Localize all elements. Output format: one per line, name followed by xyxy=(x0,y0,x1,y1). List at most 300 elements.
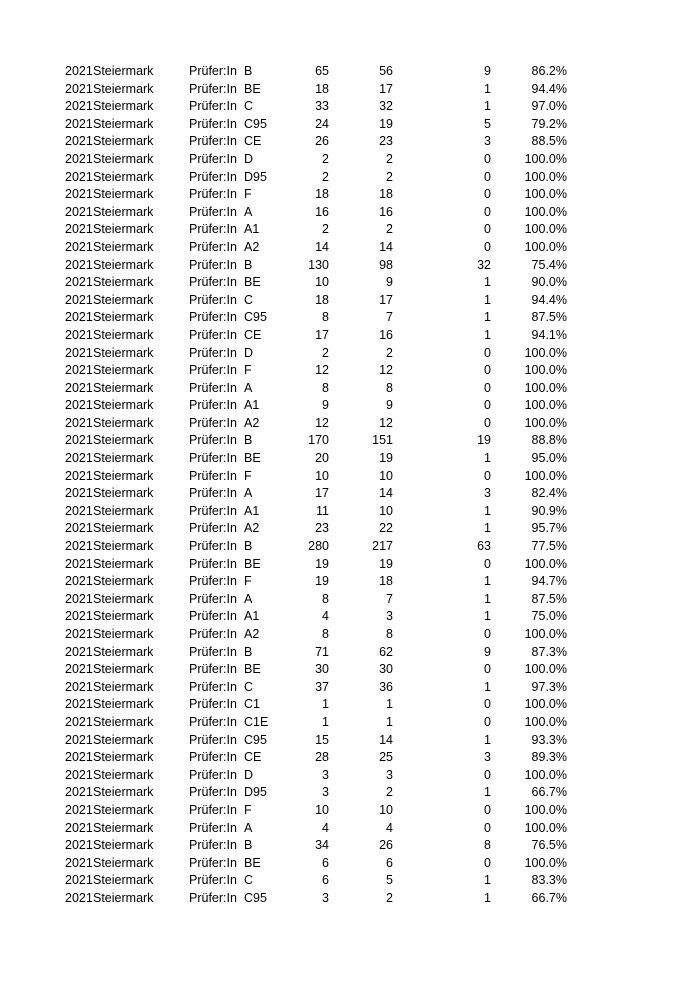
total-cell: 71 xyxy=(315,644,329,659)
passed-cell: 3 xyxy=(386,767,393,782)
table-row xyxy=(0,151,700,169)
total-cell: 8 xyxy=(322,310,329,325)
pass-rate-cell: 100.0% xyxy=(524,697,567,712)
license-class-cell: A1 xyxy=(244,503,260,518)
passed-cell: 9 xyxy=(386,398,393,413)
year-cell: 2021 xyxy=(65,767,93,782)
table-row xyxy=(0,274,700,292)
license-class-cell: F xyxy=(244,468,252,483)
region-cell: Steiermark xyxy=(93,151,154,166)
region-cell: Steiermark xyxy=(93,345,154,360)
passed-cell: 32 xyxy=(379,99,393,114)
failed-cell: 1 xyxy=(484,521,491,536)
role-cell: Prüfer:In xyxy=(189,574,237,589)
region-cell: Steiermark xyxy=(93,433,154,448)
total-cell: 18 xyxy=(315,292,329,307)
license-class-cell: BE xyxy=(244,556,261,571)
total-cell: 11 xyxy=(316,503,329,518)
table-row xyxy=(0,98,700,116)
table-row xyxy=(0,520,700,538)
passed-cell: 36 xyxy=(379,679,393,694)
passed-cell: 12 xyxy=(379,415,393,430)
license-class-cell: BE xyxy=(244,662,261,677)
passed-cell: 16 xyxy=(379,204,393,219)
failed-cell: 1 xyxy=(484,99,491,114)
pass-rate-cell: 94.1% xyxy=(531,327,567,342)
table-row xyxy=(0,820,700,838)
pass-rate-cell: 100.0% xyxy=(524,204,567,219)
failed-cell: 1 xyxy=(484,609,491,624)
license-class-cell: B xyxy=(244,644,253,659)
year-cell: 2021 xyxy=(65,732,93,747)
role-cell: Prüfer:In xyxy=(189,187,237,202)
license-class-cell: D xyxy=(244,767,254,782)
license-class-cell: B xyxy=(244,257,253,272)
role-cell: Prüfer:In xyxy=(189,503,237,518)
total-cell: 9 xyxy=(322,398,329,413)
pass-rate-cell: 90.0% xyxy=(531,275,567,290)
failed-cell: 0 xyxy=(484,714,491,729)
table-row xyxy=(0,837,700,855)
passed-cell: 5 xyxy=(386,873,393,888)
total-cell: 8 xyxy=(322,591,329,606)
role-cell: Prüfer:In xyxy=(189,292,237,307)
pass-rate-cell: 87.3% xyxy=(531,644,567,659)
failed-cell: 0 xyxy=(484,204,491,219)
failed-cell: 0 xyxy=(484,239,491,254)
year-cell: 2021 xyxy=(65,134,93,149)
passed-cell: 56 xyxy=(379,64,393,78)
total-cell: 12 xyxy=(315,415,329,430)
total-cell: 2 xyxy=(322,169,329,184)
pass-rate-cell: 100.0% xyxy=(524,627,567,641)
failed-cell: 0 xyxy=(484,697,491,712)
pass-rate-cell: 97.3% xyxy=(531,679,567,694)
role-cell: Prüfer:In xyxy=(189,609,237,624)
failed-cell: 5 xyxy=(484,116,491,131)
failed-cell: 0 xyxy=(484,556,491,571)
table-row xyxy=(0,855,700,873)
role-cell: Prüfer:In xyxy=(189,855,237,870)
license-class-cell: A xyxy=(244,204,253,219)
table-row xyxy=(0,538,700,556)
table-row xyxy=(0,696,700,714)
year-cell: 2021 xyxy=(65,415,93,430)
pass-rate-cell: 100.0% xyxy=(524,239,567,254)
table-row xyxy=(0,732,700,750)
table-row xyxy=(0,239,700,257)
table-row xyxy=(0,63,700,81)
pass-rate-cell: 95.0% xyxy=(531,451,567,466)
table-row xyxy=(0,556,700,574)
pass-rate-cell: 100.0% xyxy=(524,802,567,817)
pass-rate-cell: 95.7% xyxy=(531,521,567,536)
table-row xyxy=(0,485,700,503)
region-cell: Steiermark xyxy=(93,838,154,853)
failed-cell: 1 xyxy=(484,503,491,518)
failed-cell: 19 xyxy=(477,433,491,448)
passed-cell: 18 xyxy=(379,187,393,202)
total-cell: 3 xyxy=(322,767,329,782)
passed-cell: 12 xyxy=(379,363,393,378)
year-cell: 2021 xyxy=(65,591,93,606)
table-row xyxy=(0,397,700,415)
license-class-cell: A2 xyxy=(244,627,260,641)
table-row xyxy=(0,362,700,380)
year-cell: 2021 xyxy=(65,503,93,518)
table-row xyxy=(0,309,700,327)
table-row xyxy=(0,133,700,151)
region-cell: Steiermark xyxy=(93,451,154,466)
license-class-cell: F xyxy=(244,187,252,202)
table-row xyxy=(0,468,700,486)
year-cell: 2021 xyxy=(65,222,93,237)
region-cell: Steiermark xyxy=(93,363,154,378)
pass-rate-cell: 100.0% xyxy=(524,380,567,395)
failed-cell: 0 xyxy=(484,802,491,817)
passed-cell: 217 xyxy=(372,539,393,554)
table-row xyxy=(0,116,700,134)
year-cell: 2021 xyxy=(65,169,93,184)
pass-rate-cell: 100.0% xyxy=(524,820,567,835)
passed-cell: 1 xyxy=(386,714,393,729)
table-row xyxy=(0,872,700,890)
failed-cell: 32 xyxy=(477,257,491,272)
total-cell: 30 xyxy=(315,662,329,677)
failed-cell: 3 xyxy=(484,750,491,765)
total-cell: 12 xyxy=(315,363,329,378)
year-cell: 2021 xyxy=(65,714,93,729)
year-cell: 2021 xyxy=(65,204,93,219)
role-cell: Prüfer:In xyxy=(189,556,237,571)
failed-cell: 0 xyxy=(484,222,491,237)
total-cell: 1 xyxy=(322,714,329,729)
pass-rate-cell: 75.0% xyxy=(531,609,567,624)
license-class-cell: BE xyxy=(244,81,261,96)
license-class-cell: C95 xyxy=(244,116,267,131)
year-cell: 2021 xyxy=(65,99,93,114)
pass-rate-cell: 100.0% xyxy=(524,855,567,870)
license-class-cell: A xyxy=(244,486,253,501)
table-row xyxy=(0,503,700,521)
failed-cell: 1 xyxy=(484,591,491,606)
total-cell: 23 xyxy=(315,521,329,536)
total-cell: 24 xyxy=(315,116,329,131)
region-cell: Steiermark xyxy=(93,820,154,835)
table-row xyxy=(0,292,700,310)
passed-cell: 16 xyxy=(379,327,393,342)
total-cell: 170 xyxy=(308,433,329,448)
license-class-cell: C95 xyxy=(244,310,267,325)
passed-cell: 26 xyxy=(379,838,393,853)
pass-rate-cell: 86.2% xyxy=(531,64,567,78)
pass-rate-cell: 87.5% xyxy=(531,310,567,325)
license-class-cell: C xyxy=(244,292,254,307)
region-cell: Steiermark xyxy=(93,222,154,237)
table-row xyxy=(0,81,700,99)
passed-cell: 151 xyxy=(372,433,393,448)
year-cell: 2021 xyxy=(65,855,93,870)
total-cell: 20 xyxy=(315,451,329,466)
role-cell: Prüfer:In xyxy=(189,679,237,694)
pass-rate-cell: 100.0% xyxy=(524,363,567,378)
license-class-cell: BE xyxy=(244,451,261,466)
failed-cell: 1 xyxy=(484,81,491,96)
license-class-cell: C95 xyxy=(244,732,267,747)
region-cell: Steiermark xyxy=(93,574,154,589)
role-cell: Prüfer:In xyxy=(189,873,237,888)
table-row xyxy=(0,432,700,450)
role-cell: Prüfer:In xyxy=(189,116,237,131)
region-cell: Steiermark xyxy=(93,310,154,325)
total-cell: 19 xyxy=(315,574,329,589)
passed-cell: 98 xyxy=(379,257,393,272)
region-cell: Steiermark xyxy=(93,609,154,624)
year-cell: 2021 xyxy=(65,187,93,202)
passed-cell: 9 xyxy=(386,275,393,290)
license-class-cell: C1 xyxy=(244,697,260,712)
license-class-cell: D xyxy=(244,345,254,360)
year-cell: 2021 xyxy=(65,451,93,466)
region-cell: Steiermark xyxy=(93,750,154,765)
total-cell: 16 xyxy=(315,204,329,219)
region-cell: Steiermark xyxy=(93,539,154,554)
passed-cell: 23 xyxy=(379,134,393,149)
role-cell: Prüfer:In xyxy=(189,310,237,325)
table-row xyxy=(0,767,700,785)
license-class-cell: A2 xyxy=(244,521,260,536)
spreadsheet-table xyxy=(0,63,700,908)
region-cell: Steiermark xyxy=(93,503,154,518)
passed-cell: 4 xyxy=(386,820,393,835)
pass-rate-cell: 100.0% xyxy=(524,398,567,413)
region-cell: Steiermark xyxy=(93,99,154,114)
pass-rate-cell: 88.5% xyxy=(531,134,567,149)
year-cell: 2021 xyxy=(65,116,93,131)
failed-cell: 0 xyxy=(484,151,491,166)
table-row xyxy=(0,890,700,908)
license-class-cell: C1E xyxy=(244,714,269,729)
role-cell: Prüfer:In xyxy=(189,222,237,237)
table-row xyxy=(0,573,700,591)
license-class-cell: F xyxy=(244,802,252,817)
failed-cell: 3 xyxy=(484,486,491,501)
pass-rate-cell: 66.7% xyxy=(531,785,567,800)
passed-cell: 18 xyxy=(379,574,393,589)
year-cell: 2021 xyxy=(65,292,93,307)
region-cell: Steiermark xyxy=(93,327,154,342)
region-cell: Steiermark xyxy=(93,292,154,307)
role-cell: Prüfer:In xyxy=(189,785,237,800)
role-cell: Prüfer:In xyxy=(189,81,237,96)
license-class-cell: B xyxy=(244,433,253,448)
region-cell: Steiermark xyxy=(93,486,154,501)
pass-rate-cell: 94.4% xyxy=(531,81,567,96)
year-cell: 2021 xyxy=(65,556,93,571)
role-cell: Prüfer:In xyxy=(189,838,237,853)
passed-cell: 1 xyxy=(386,697,393,712)
region-cell: Steiermark xyxy=(93,873,154,888)
year-cell: 2021 xyxy=(65,521,93,536)
total-cell: 1 xyxy=(322,697,329,712)
table-row xyxy=(0,380,700,398)
year-cell: 2021 xyxy=(65,873,93,888)
license-class-cell: D95 xyxy=(244,785,267,800)
pass-rate-cell: 100.0% xyxy=(524,468,567,483)
table-row xyxy=(0,626,700,644)
license-class-cell: BE xyxy=(244,275,261,290)
year-cell: 2021 xyxy=(65,662,93,677)
year-cell: 2021 xyxy=(65,679,93,694)
failed-cell: 0 xyxy=(484,363,491,378)
passed-cell: 2 xyxy=(386,222,393,237)
year-cell: 2021 xyxy=(65,890,93,905)
total-cell: 65 xyxy=(315,64,329,78)
role-cell: Prüfer:In xyxy=(189,820,237,835)
passed-cell: 19 xyxy=(379,116,393,131)
license-class-cell: A1 xyxy=(244,398,260,413)
region-cell: Steiermark xyxy=(93,855,154,870)
passed-cell: 8 xyxy=(386,380,393,395)
table-row xyxy=(0,661,700,679)
license-class-cell: C95 xyxy=(244,890,267,905)
year-cell: 2021 xyxy=(65,802,93,817)
table-row xyxy=(0,714,700,732)
role-cell: Prüfer:In xyxy=(189,151,237,166)
table-row xyxy=(0,450,700,468)
failed-cell: 8 xyxy=(484,838,491,853)
license-class-cell: C xyxy=(244,873,254,888)
passed-cell: 14 xyxy=(379,486,393,501)
total-cell: 4 xyxy=(322,609,329,624)
failed-cell: 0 xyxy=(484,855,491,870)
passed-cell: 17 xyxy=(379,81,393,96)
passed-cell: 17 xyxy=(379,292,393,307)
year-cell: 2021 xyxy=(65,468,93,483)
total-cell: 4 xyxy=(322,820,329,835)
total-cell: 18 xyxy=(315,81,329,96)
region-cell: Steiermark xyxy=(93,134,154,149)
region-cell: Steiermark xyxy=(93,257,154,272)
role-cell: Prüfer:In xyxy=(189,486,237,501)
passed-cell: 2 xyxy=(386,785,393,800)
role-cell: Prüfer:In xyxy=(189,345,237,360)
pass-rate-cell: 100.0% xyxy=(524,151,567,166)
year-cell: 2021 xyxy=(65,310,93,325)
table-row xyxy=(0,784,700,802)
region-cell: Steiermark xyxy=(93,275,154,290)
region-cell: Steiermark xyxy=(93,239,154,254)
region-cell: Steiermark xyxy=(93,697,154,712)
pass-rate-cell: 66.7% xyxy=(531,890,567,905)
license-class-cell: A xyxy=(244,820,253,835)
year-cell: 2021 xyxy=(65,609,93,624)
region-cell: Steiermark xyxy=(93,116,154,131)
pass-rate-cell: 75.4% xyxy=(531,257,567,272)
table-row xyxy=(0,679,700,697)
failed-cell: 1 xyxy=(484,275,491,290)
passed-cell: 8 xyxy=(386,627,393,641)
table-row xyxy=(0,345,700,363)
failed-cell: 9 xyxy=(484,644,491,659)
year-cell: 2021 xyxy=(65,257,93,272)
passed-cell: 7 xyxy=(386,591,393,606)
region-cell: Steiermark xyxy=(93,785,154,800)
year-cell: 2021 xyxy=(65,838,93,853)
region-cell: Steiermark xyxy=(93,662,154,677)
passed-cell: 14 xyxy=(379,239,393,254)
license-class-cell: D xyxy=(244,151,254,166)
total-cell: 2 xyxy=(322,151,329,166)
license-class-cell: A2 xyxy=(244,239,260,254)
license-class-cell: A xyxy=(244,591,253,606)
region-cell: Steiermark xyxy=(93,732,154,747)
year-cell: 2021 xyxy=(65,345,93,360)
year-cell: 2021 xyxy=(65,644,93,659)
passed-cell: 19 xyxy=(379,451,393,466)
passed-cell: 2 xyxy=(386,169,393,184)
pass-rate-cell: 79.2% xyxy=(531,116,567,131)
year-cell: 2021 xyxy=(65,697,93,712)
total-cell: 14 xyxy=(315,239,329,254)
passed-cell: 62 xyxy=(379,644,393,659)
pass-rate-cell: 100.0% xyxy=(524,767,567,782)
license-class-cell: B xyxy=(244,838,253,853)
pass-rate-cell: 77.5% xyxy=(531,539,567,554)
total-cell: 10 xyxy=(315,275,329,290)
region-cell: Steiermark xyxy=(93,591,154,606)
pass-rate-cell: 87.5% xyxy=(531,591,567,606)
license-class-cell: F xyxy=(244,574,252,589)
failed-cell: 0 xyxy=(484,187,491,202)
pass-rate-cell: 94.4% xyxy=(531,292,567,307)
failed-cell: 63 xyxy=(477,539,491,554)
passed-cell: 2 xyxy=(386,890,393,905)
license-class-cell: A xyxy=(244,380,253,395)
region-cell: Steiermark xyxy=(93,644,154,659)
failed-cell: 1 xyxy=(484,574,491,589)
pass-rate-cell: 88.8% xyxy=(531,433,567,448)
year-cell: 2021 xyxy=(65,398,93,413)
failed-cell: 1 xyxy=(484,310,491,325)
license-class-cell: A2 xyxy=(244,415,260,430)
license-class-cell: B xyxy=(244,539,253,554)
year-cell: 2021 xyxy=(65,750,93,765)
passed-cell: 19 xyxy=(379,556,393,571)
role-cell: Prüfer:In xyxy=(189,398,237,413)
pass-rate-cell: 100.0% xyxy=(524,222,567,237)
role-cell: Prüfer:In xyxy=(189,714,237,729)
region-cell: Steiermark xyxy=(93,398,154,413)
failed-cell: 0 xyxy=(484,767,491,782)
total-cell: 28 xyxy=(315,750,329,765)
passed-cell: 22 xyxy=(379,521,393,536)
role-cell: Prüfer:In xyxy=(189,134,237,149)
role-cell: Prüfer:In xyxy=(189,890,237,905)
pass-rate-cell: 89.3% xyxy=(531,750,567,765)
year-cell: 2021 xyxy=(65,433,93,448)
total-cell: 8 xyxy=(322,627,329,641)
region-cell: Steiermark xyxy=(93,556,154,571)
failed-cell: 1 xyxy=(484,327,491,342)
role-cell: Prüfer:In xyxy=(189,169,237,184)
region-cell: Steiermark xyxy=(93,890,154,905)
pass-rate-cell: 97.0% xyxy=(531,99,567,114)
region-cell: Steiermark xyxy=(93,187,154,202)
failed-cell: 0 xyxy=(484,169,491,184)
total-cell: 15 xyxy=(315,732,329,747)
failed-cell: 0 xyxy=(484,627,491,641)
